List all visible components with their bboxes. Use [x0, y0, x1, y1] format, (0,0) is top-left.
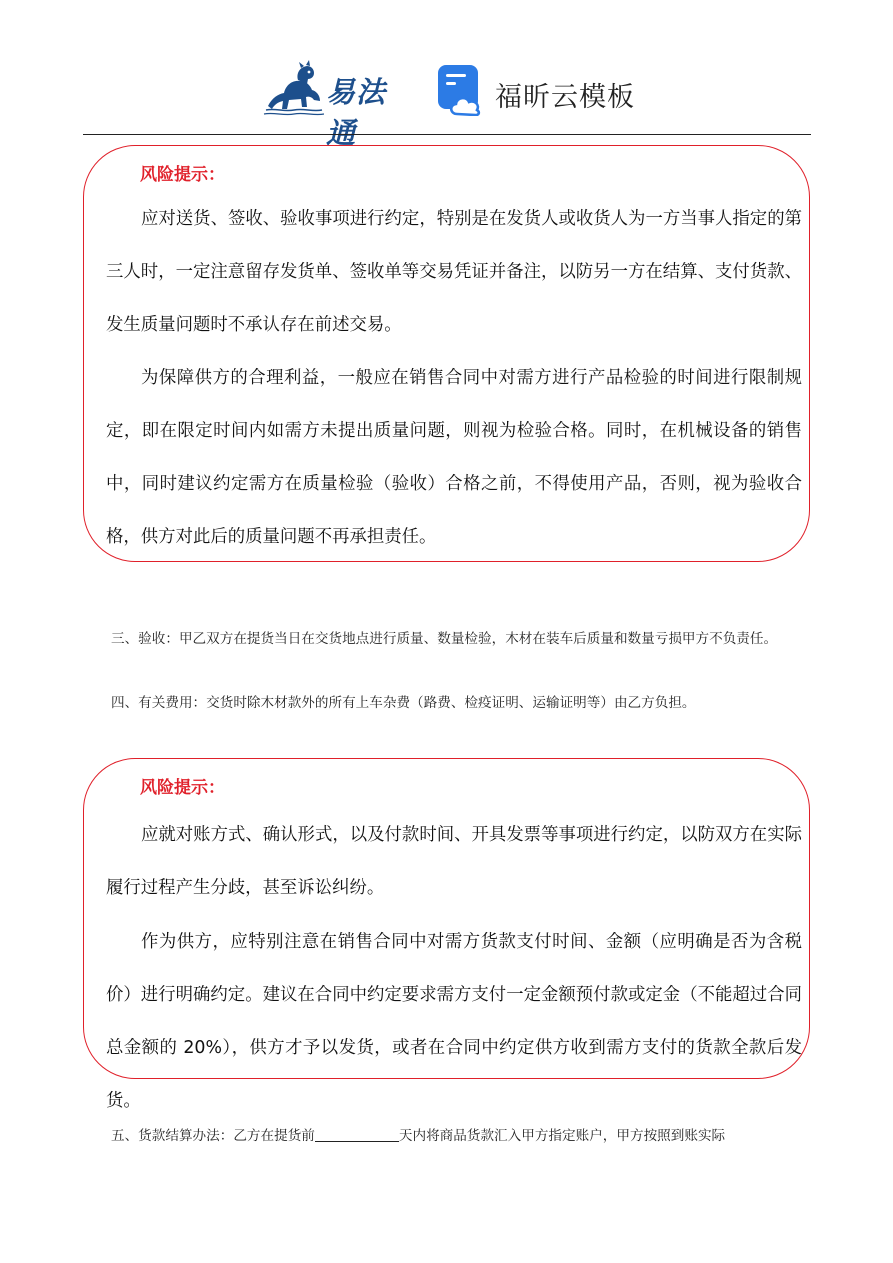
risk-warning-paragraph: 应对送货、签收、验收事项进行约定，特别是在发货人或收货人为一方当事人指定的第三人时，一定注意留存发货单、签收单等交易凭证并备注，以防另一方在结算、支付货款、发生质量问题时不承认存在前述交易。: [106, 209, 802, 335]
clause-payment-settlement: [83, 1122, 811, 1151]
yifatong-logo: [262, 60, 412, 150]
clause-payment-text-after: 天内将商品货款汇入甲方指定账户，甲方按照到账实际: [398, 1128, 726, 1144]
risk-warning-box-1: [83, 145, 810, 562]
risk-warning-title: 风险提示：: [140, 778, 225, 798]
yifatong-logo-text: 易法通: [326, 75, 387, 150]
document-header: [0, 58, 893, 150]
risk-warning-paragraph: 应就对账方式、确认形式，以及付款时间、开具发票等事项进行约定，以防双方在实际履行过程产生分歧，甚至诉讼纠纷。: [106, 825, 802, 898]
clause-acceptance: 三、验收：甲乙双方在提货当日在交货地点进行质量、数量检验，木材在装车后质量和数量亏损甲方不负责任。: [111, 631, 778, 647]
header-divider: [83, 134, 811, 135]
days-blank-field[interactable]: [315, 1127, 399, 1142]
risk-warning-title: 风险提示：: [140, 165, 225, 185]
clause-payment-text-before: 五、货款结算办法：乙方在提货前: [111, 1128, 315, 1144]
foxit-cloud-template-logo: [436, 64, 636, 118]
qilin-emblem-icon: [262, 60, 324, 116]
risk-warning-paragraph: 作为供方，应特别注意在销售合同中对需方货款支付时间、金额（应明确是否为含税价）进行明确约定。建议在合同中约定要求需方支付一定金额预付款或定金（不能超过合同总金额的 20%），供方才予以发货，或者在合同中约定供方收到需方支付的货款全款后发货。: [106, 932, 802, 1111]
risk-warning-box-2: [83, 758, 810, 1111]
clause-expenses: 四、有关费用：交货时除木材款外的所有上车杂费（路费、检疫证明、运输证明等）由乙方负担。: [111, 695, 696, 711]
foxit-cloud-template-text: 福昕云模板: [495, 82, 635, 113]
document-cloud-icon: [436, 64, 486, 116]
risk-warning-paragraph: 为保障供方的合理利益，一般应在销售合同中对需方进行产品检验的时间进行限制规定，即在限定时间内如需方未提出质量问题，则视为检验合格。同时，在机械设备的销售中，同时建议约定需方在质量检验（验收）合格之前，不得使用产品，否则，视为验收合格，供方对此后的质量问题不再承担责任。: [106, 368, 802, 547]
